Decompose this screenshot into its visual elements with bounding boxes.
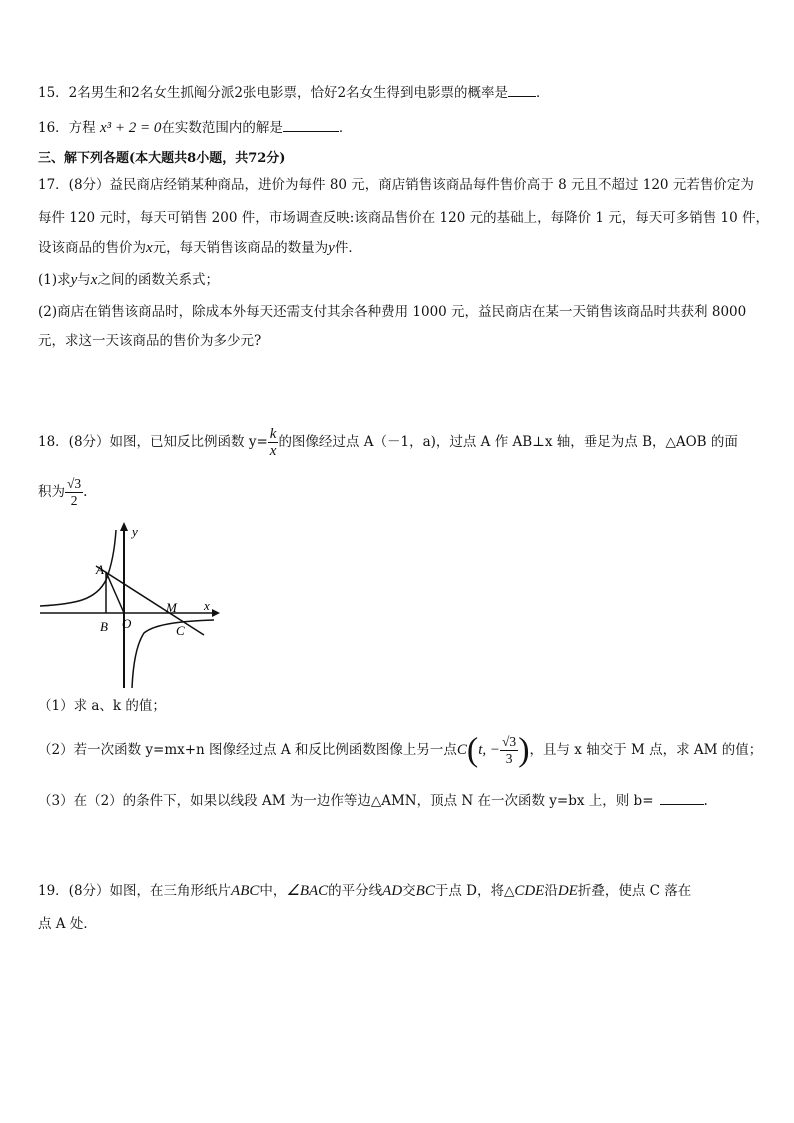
q18-answer-blank[interactable] (660, 790, 704, 805)
q18-part-3 (38, 790, 764, 811)
hyperbola-branch-left (40, 530, 116, 606)
q18-line-2 (38, 472, 764, 512)
var-x: x (90, 272, 98, 288)
q16-equation: x³ + 2 = 0 (99, 120, 162, 136)
frac-den: 2 (70, 493, 78, 508)
q17-line3a: 设该商品的售价为 (38, 240, 146, 256)
q18-part-2 (38, 724, 764, 776)
q19-line1b: 中， (259, 883, 287, 899)
frac-den: x (269, 443, 277, 459)
segment-AD: AD (382, 883, 403, 899)
q19-line-1 (38, 881, 764, 901)
triangle-CDE: CDE (514, 883, 545, 899)
q17-line-2: 每件 120 元时，每天可销售 200 件，市场调查反映:该商品售价在 120 元的基础上，每降价 1 元，每天可多销售 10 件， (38, 210, 770, 226)
label-C: C (176, 623, 185, 638)
frac-num: k (269, 426, 277, 442)
q17-part-2-line-2: 元，求这一天该商品的售价为多少元? (38, 333, 262, 349)
label-O: O (122, 616, 132, 631)
q17-part-2-line-1: (2)商店在销售该商品时，除成本外每天还需支付其余各种费用 1000 元，益民商店在某一天销售该商品时共获利 8000 (38, 304, 747, 320)
q19-line-2: 点 A 处． (38, 916, 97, 932)
label-B: B (100, 619, 108, 634)
label-y: y (132, 524, 138, 539)
q17-line-3 (38, 238, 764, 258)
var-y: y (328, 240, 335, 256)
q19-line1g: 折叠，使点 C 落在 (577, 883, 692, 899)
q19-line1c: 的平分线 (328, 883, 383, 899)
question-16 (38, 117, 764, 138)
var-y: y (70, 272, 78, 288)
frac-num: √3 (502, 734, 517, 749)
q16-end: ． (338, 120, 353, 136)
q18-line1a: 18．(8分）如图，已知反比例函数 y= (38, 434, 268, 450)
label-x: x (204, 598, 210, 613)
q17-p1a: (1)求 (38, 272, 71, 288)
fraction-sqrt3-over-2 (65, 476, 83, 509)
q18-p2b: ，且与 x 轴交于 M 点，求 AM 的值； (529, 742, 763, 758)
q15-answer-blank[interactable] (508, 82, 536, 97)
frac-den: 3 (505, 751, 513, 766)
left-paren: ( (466, 731, 479, 769)
q18-p2a: （2）若一次函数 y=mx+n 图像经过点 A 和反比例函数图像上另一点 (38, 742, 457, 758)
segment-DE: DE (557, 883, 578, 899)
q16-answer-blank[interactable] (283, 117, 339, 132)
q18-line1b: 的图像经过点 A（－1，a)，过点 A 作 AB⊥x 轴，垂足为点 B，△AOB 的面 (278, 434, 738, 450)
q17-line-1: 17．(8分）益民商店经销某种商品，进价为每件 80 元，商店销售该商品每件售价高于 8 元且不超过 120 元若售价定为 (38, 177, 754, 193)
q15-end: ． (536, 85, 550, 101)
q18-part-1: （1）求 a、k 的值； (38, 698, 166, 714)
q18-p3-end: . (703, 793, 708, 809)
fraction-k-over-x (268, 426, 279, 459)
fraction-sqrt3-over-3 (500, 734, 518, 767)
point-C: C (456, 742, 467, 758)
q19-line1f: 沿 (544, 883, 558, 899)
question-15 (38, 82, 764, 103)
q18-line-1 (38, 424, 764, 460)
q19-line1e: 于点 D，将△ (434, 883, 515, 899)
triangle-ABC: ABC (231, 883, 260, 899)
q17-line3b: 元，每天销售该商品的数量为 (152, 240, 329, 256)
q19-line1d: 交 (402, 883, 416, 899)
q17-p1c: 之间的函数关系式； (97, 272, 219, 288)
q18-line2a: 积为 (38, 484, 65, 500)
c-coord-t: t, − (478, 742, 501, 758)
angle-BAC: ∠BAC (286, 883, 329, 899)
q18-line2b: . (83, 484, 88, 500)
q18-p3-text: （3）在（2）的条件下，如果以线段 AM 为一边作等边△AMN，顶点 N 在一次函数 y=bx 上，则 b= (38, 793, 654, 809)
q17-p1b: 与 (77, 272, 91, 288)
q16-suffix: 在实数范围内的解是 (161, 120, 283, 136)
segment-BC: BC (415, 883, 435, 899)
q16-prefix: 16．方程 (38, 120, 96, 136)
x-axis-arrow (212, 609, 220, 617)
q17-part-1 (38, 270, 764, 290)
label-A: A (96, 562, 104, 577)
label-M: M (166, 600, 177, 615)
q15-text: 15．2名男生和2名女生抓阄分派2张电影票，恰好2名女生得到电影票的概率是 (38, 85, 509, 101)
q19-line1a: 19．(8分）如图，在三角形纸片 (38, 883, 232, 899)
hyperbola-branch-right (132, 620, 214, 688)
q18-graph-figure (36, 520, 226, 690)
right-paren: ) (518, 731, 530, 769)
frac-num: √3 (67, 476, 82, 491)
y-axis-arrow (120, 522, 128, 531)
section-heading: 三、解下列各题(本大题共8小题，共72分) (38, 151, 286, 166)
q17-line3c: 件． (334, 240, 362, 256)
line-AC (96, 566, 204, 635)
var-x: x (146, 240, 153, 256)
